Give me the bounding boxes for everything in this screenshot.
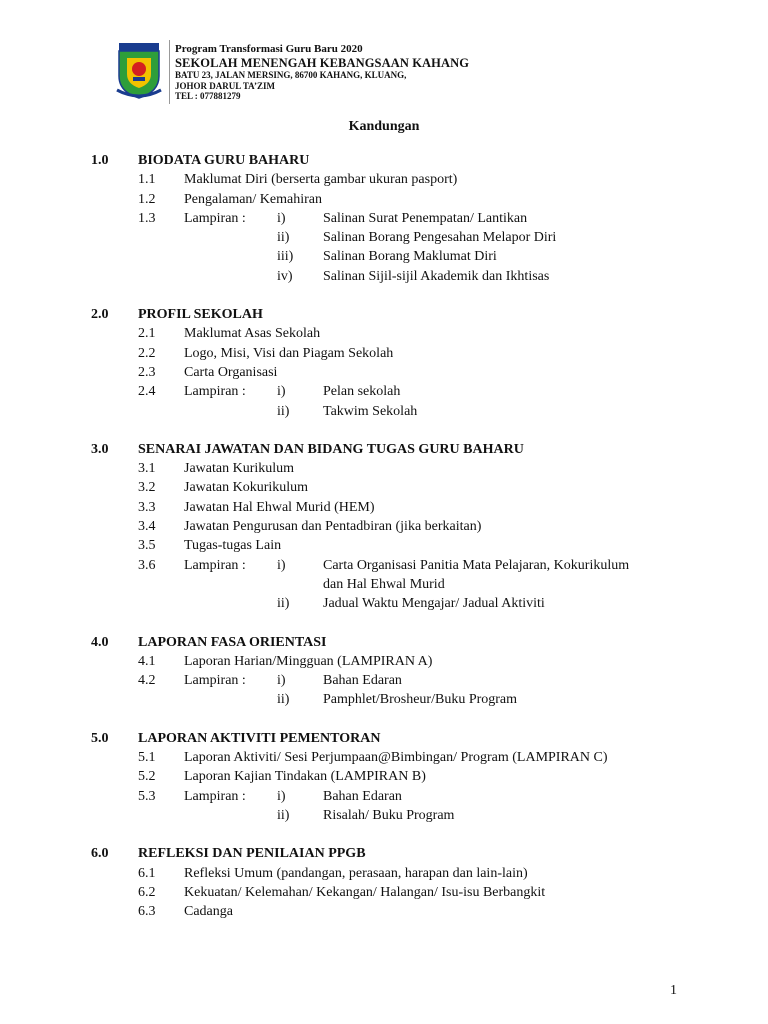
attachment-label-spacer [184, 247, 277, 266]
attachment-row [91, 787, 711, 806]
program-name: Program Transformasi Guru Baru 2020 [175, 43, 363, 55]
item-text: Carta Organisasi [184, 364, 278, 380]
attachment-text: Takwim Sekolah [323, 403, 418, 419]
toc-section [91, 633, 711, 710]
item-number: 5.3 [138, 788, 156, 804]
section-title: SENARAI JAWATAN DAN BIDANG TUGAS GURU BAHARU [138, 441, 524, 457]
attachment-text: Salinan Borang Pengesahan Melapor Diri [323, 230, 557, 246]
item-number: 6.2 [138, 884, 156, 900]
item-text: Pengalaman/ Kemahiran [184, 191, 323, 207]
item-number: 6.3 [138, 904, 156, 920]
attachment-row [91, 267, 711, 286]
attachment-row [91, 228, 711, 247]
attachment-label-spacer [184, 690, 277, 709]
item-number: 1.2 [138, 191, 156, 207]
attachment-row [91, 806, 711, 825]
section-number: 3.0 [91, 441, 109, 457]
toc-item [91, 478, 711, 497]
attachment-label: Lampiran : [184, 788, 246, 804]
item-number: 3.4 [138, 519, 156, 535]
section-heading [91, 844, 711, 863]
attachment-index: ii) [277, 230, 290, 246]
toc-item [91, 324, 711, 343]
item-text: Cadanga [184, 904, 233, 920]
item-number-spacer [138, 806, 184, 825]
item-number: 1.3 [138, 210, 156, 226]
toc-item [91, 517, 711, 536]
attachment-index: ii) [277, 807, 290, 823]
item-number-spacer [138, 228, 184, 247]
section-title: LAPORAN FASA ORIENTASI [138, 634, 327, 650]
attachment-index: i) [277, 210, 286, 226]
address-line-2: JOHOR DARUL TA’ZIM [175, 80, 276, 91]
item-number: 3.3 [138, 499, 156, 515]
item-number: 2.3 [138, 364, 156, 380]
section-title: LAPORAN AKTIVITI PEMENTORAN [138, 730, 381, 746]
section-number: 4.0 [91, 634, 109, 650]
crest-icon [113, 40, 165, 102]
attachment-text: Salinan Surat Penempatan/ Lantikan [323, 210, 528, 226]
section-title: BIODATA GURU BAHARU [138, 153, 310, 168]
section-heading [91, 151, 711, 170]
attachment-label-spacer [184, 806, 277, 825]
toc-item [91, 459, 711, 478]
item-text: Maklumat Asas Sekolah [184, 326, 321, 342]
attachment-row [91, 556, 711, 575]
section-title: REFLEKSI DAN PENILAIAN PPGB [138, 846, 366, 862]
attachment-row [91, 594, 711, 613]
toc-section [91, 440, 711, 614]
attachment-label-spacer [184, 402, 277, 421]
attachment-row [91, 575, 711, 594]
attachment-index: ii) [277, 596, 290, 612]
item-number-spacer [138, 575, 184, 594]
item-number: 4.2 [138, 673, 156, 689]
item-number: 3.1 [138, 461, 156, 477]
item-text: Logo, Misi, Visi dan Piagam Sekolah [184, 345, 394, 361]
item-number: 2.4 [138, 384, 156, 400]
toc-section [91, 844, 711, 921]
attachment-row [91, 247, 711, 266]
letterhead-text [175, 43, 469, 102]
item-number-spacer [138, 594, 184, 613]
item-number-spacer [138, 267, 184, 286]
item-number: 1.1 [138, 172, 156, 188]
attachment-index: ii) [277, 403, 290, 419]
item-text: Laporan Kajian Tindakan (LAMPIRAN B) [184, 769, 426, 785]
attachment-index: iii) [277, 249, 294, 265]
toc-item [91, 170, 711, 189]
item-number: 3.5 [138, 538, 156, 554]
telephone: TEL : 077881279 [175, 91, 241, 101]
attachment-label: Lampiran : [184, 210, 246, 226]
table-of-contents [91, 151, 711, 940]
item-text: Kekuatan/ Kelemahan/ Kekangan/ Halangan/ Isu-isu Berbangkit [184, 884, 546, 900]
section-number: 6.0 [91, 846, 109, 862]
attachment-row [91, 671, 711, 690]
item-number: 3.2 [138, 480, 156, 496]
attachment-index: iv) [277, 268, 293, 284]
attachment-row [91, 209, 711, 228]
attachment-text: Bahan Edaran [323, 788, 402, 804]
section-number: 2.0 [91, 307, 109, 323]
section-title: PROFIL SEKOLAH [138, 307, 263, 323]
attachment-text: Salinan Sijil-sijil Akademik dan Ikhtisas [323, 268, 550, 284]
toc-item [91, 536, 711, 555]
item-number: 3.6 [138, 557, 156, 573]
attachment-label: Lampiran : [184, 673, 246, 689]
item-number-spacer [138, 247, 184, 266]
page-number: 1 [670, 983, 677, 998]
school-crest-logo [113, 40, 170, 104]
section-heading [91, 729, 711, 748]
item-number: 5.1 [138, 750, 156, 766]
item-text: Maklumat Diri (berserta gambar ukuran pasport) [184, 172, 458, 188]
section-heading [91, 440, 711, 459]
toc-section [91, 151, 711, 286]
attachment-text: Carta Organisasi Panitia Mata Pelajaran, Kokurikulum [323, 557, 630, 573]
attachment-text: Bahan Edaran [323, 673, 402, 689]
toc-item [91, 363, 711, 382]
toc-item [91, 902, 711, 921]
school-name: SEKOLAH MENENGAH KEBANGSAAN KAHANG [175, 56, 470, 70]
contents-title: Kandungan [348, 119, 420, 134]
attachment-index: i) [277, 384, 286, 400]
attachment-index: i) [277, 557, 286, 573]
item-number: 2.2 [138, 345, 156, 361]
attachment-label: Lampiran : [184, 384, 246, 400]
item-number: 2.1 [138, 326, 156, 342]
toc-item [91, 190, 711, 209]
item-text: Jawatan Pengurusan dan Pentadbiran (jika berkaitan) [184, 519, 482, 535]
attachment-label-spacer [184, 228, 277, 247]
section-number: 1.0 [91, 153, 109, 168]
attachment-index-spacer [277, 575, 323, 594]
item-text: Refleksi Umum (pandangan, perasaan, harapan dan lain-lain) [184, 865, 528, 881]
toc-item [91, 652, 711, 671]
toc-item [91, 864, 711, 883]
attachment-text: dan Hal Ehwal Murid [323, 576, 445, 592]
item-number: 4.1 [138, 653, 156, 669]
item-text: Tugas-tugas Lain [184, 538, 282, 554]
attachment-text: Pamphlet/Brosheur/Buku Program [323, 692, 518, 708]
attachment-row [91, 690, 711, 709]
attachment-label-spacer [184, 267, 277, 286]
item-text: Laporan Harian/Mingguan (LAMPIRAN A) [184, 653, 433, 669]
attachment-text: Risalah/ Buku Program [323, 807, 455, 823]
section-heading [91, 305, 711, 324]
item-text: Jawatan Kurikulum [184, 461, 295, 477]
toc-item [91, 748, 711, 767]
attachment-index: i) [277, 673, 286, 689]
item-text: Jawatan Hal Ehwal Murid (HEM) [184, 499, 375, 515]
attachment-text: Salinan Borang Maklumat Diri [323, 249, 497, 265]
toc-item [91, 498, 711, 517]
item-number-spacer [138, 402, 184, 421]
letterhead [113, 40, 673, 106]
attachment-text: Pelan sekolah [323, 384, 401, 400]
section-heading [91, 633, 711, 652]
attachment-label: Lampiran : [184, 557, 246, 573]
item-number-spacer [138, 690, 184, 709]
attachment-label-spacer [184, 594, 277, 613]
item-number: 5.2 [138, 769, 156, 785]
attachment-label-spacer [184, 575, 277, 594]
section-number: 5.0 [91, 730, 109, 746]
toc-item [91, 883, 711, 902]
item-text: Jawatan Kokurikulum [184, 480, 309, 496]
attachment-text: Jadual Waktu Mengajar/ Jadual Aktiviti [323, 596, 545, 612]
item-text: Laporan Aktiviti/ Sesi Perjumpaan@Bimbingan/ Program (LAMPIRAN C) [184, 750, 608, 766]
toc-item [91, 767, 711, 786]
toc-item [91, 344, 711, 363]
toc-section [91, 729, 711, 825]
attachment-index: i) [277, 788, 286, 804]
attachment-index: ii) [277, 692, 290, 708]
attachment-row [91, 402, 711, 421]
address-line-1: BATU 23, JALAN MERSING, 86700 KAHANG, KLUANG, [175, 70, 407, 80]
attachment-row [91, 382, 711, 401]
item-number: 6.1 [138, 865, 156, 881]
toc-section [91, 305, 711, 421]
